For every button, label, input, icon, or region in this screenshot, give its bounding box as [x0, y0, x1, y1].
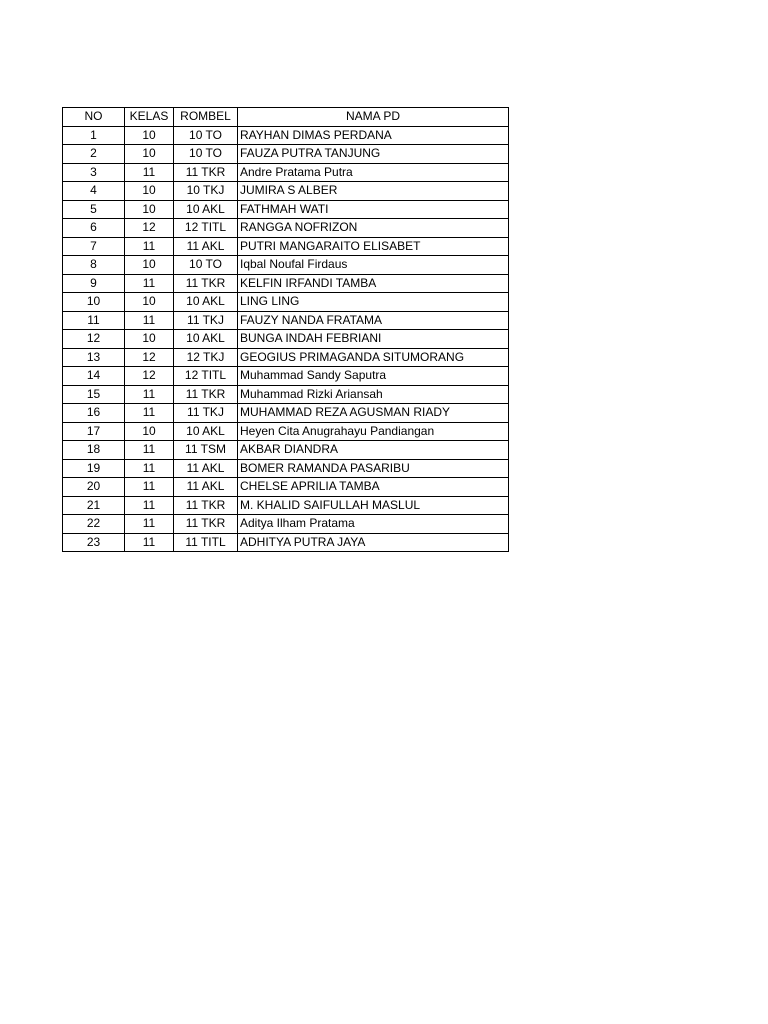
cell-nama: Muhammad Rizki Ariansah [238, 385, 509, 404]
cell-rombel: 11 AKL [174, 237, 238, 256]
header-nama: NAMA PD [238, 108, 509, 127]
table-row [63, 182, 509, 201]
cell-rombel: 10 TO [174, 145, 238, 164]
cell-no: 1 [63, 126, 125, 145]
cell-no: 5 [63, 200, 125, 219]
cell-no: 16 [63, 404, 125, 423]
cell-rombel: 11 TSM [174, 441, 238, 460]
table-row [63, 145, 509, 164]
table-row [63, 367, 509, 386]
table-row [63, 126, 509, 145]
cell-kelas: 11 [125, 404, 174, 423]
cell-kelas: 11 [125, 163, 174, 182]
cell-nama: RANGGA NOFRIZON [238, 219, 509, 238]
cell-no: 7 [63, 237, 125, 256]
student-table [62, 107, 509, 552]
cell-kelas: 11 [125, 237, 174, 256]
table-row [63, 200, 509, 219]
table-row [63, 293, 509, 312]
table-row [63, 219, 509, 238]
cell-no: 23 [63, 533, 125, 552]
cell-no: 8 [63, 256, 125, 275]
cell-nama: FAUZY NANDA FRATAMA [238, 311, 509, 330]
cell-rombel: 11 TKR [174, 385, 238, 404]
cell-rombel: 11 TKR [174, 496, 238, 515]
table-row [63, 496, 509, 515]
cell-nama: AKBAR DIANDRA [238, 441, 509, 460]
cell-no: 18 [63, 441, 125, 460]
cell-kelas: 10 [125, 182, 174, 201]
cell-no: 20 [63, 478, 125, 497]
cell-nama: BOMER RAMANDA PASARIBU [238, 459, 509, 478]
cell-kelas: 10 [125, 422, 174, 441]
cell-nama: PUTRI MANGARAITO ELISABET [238, 237, 509, 256]
header-kelas: KELAS [125, 108, 174, 127]
cell-nama: CHELSE APRILIA TAMBA [238, 478, 509, 497]
cell-kelas: 12 [125, 367, 174, 386]
cell-kelas: 11 [125, 459, 174, 478]
cell-no: 15 [63, 385, 125, 404]
header-no: NO [63, 108, 125, 127]
cell-kelas: 10 [125, 256, 174, 275]
table-row [63, 478, 509, 497]
cell-no: 11 [63, 311, 125, 330]
cell-kelas: 10 [125, 293, 174, 312]
table-row [63, 515, 509, 534]
cell-nama: M. KHALID SAIFULLAH MASLUL [238, 496, 509, 515]
cell-kelas: 10 [125, 330, 174, 349]
cell-kelas: 11 [125, 441, 174, 460]
cell-nama: LING LING [238, 293, 509, 312]
table-row [63, 385, 509, 404]
table-row [63, 459, 509, 478]
cell-nama: MUHAMMAD REZA AGUSMAN RIADY [238, 404, 509, 423]
cell-no: 10 [63, 293, 125, 312]
cell-nama: Muhammad Sandy Saputra [238, 367, 509, 386]
cell-kelas: 11 [125, 311, 174, 330]
cell-rombel: 10 AKL [174, 200, 238, 219]
cell-rombel: 12 TKJ [174, 348, 238, 367]
table-row [63, 348, 509, 367]
cell-no: 2 [63, 145, 125, 164]
cell-kelas: 11 [125, 385, 174, 404]
cell-nama: GEOGIUS PRIMAGANDA SITUMORANG [238, 348, 509, 367]
cell-rombel: 10 TO [174, 256, 238, 275]
cell-rombel: 11 TITL [174, 533, 238, 552]
table-row [63, 163, 509, 182]
cell-kelas: 12 [125, 348, 174, 367]
cell-no: 17 [63, 422, 125, 441]
cell-no: 9 [63, 274, 125, 293]
cell-no: 6 [63, 219, 125, 238]
cell-rombel: 11 TKJ [174, 311, 238, 330]
table-row [63, 256, 509, 275]
cell-no: 21 [63, 496, 125, 515]
cell-kelas: 11 [125, 515, 174, 534]
cell-rombel: 10 AKL [174, 293, 238, 312]
cell-rombel: 11 TKR [174, 274, 238, 293]
table-row [63, 422, 509, 441]
cell-no: 4 [63, 182, 125, 201]
table-header [63, 108, 509, 127]
cell-kelas: 10 [125, 145, 174, 164]
cell-rombel: 11 TKR [174, 163, 238, 182]
cell-kelas: 11 [125, 533, 174, 552]
cell-rombel: 11 TKR [174, 515, 238, 534]
cell-nama: JUMIRA S ALBER [238, 182, 509, 201]
cell-kelas: 11 [125, 496, 174, 515]
cell-nama: Aditya Ilham Pratama [238, 515, 509, 534]
table-row [63, 330, 509, 349]
cell-no: 14 [63, 367, 125, 386]
table-row [63, 311, 509, 330]
cell-rombel: 11 AKL [174, 478, 238, 497]
cell-nama: BUNGA INDAH FEBRIANI [238, 330, 509, 349]
cell-rombel: 12 TITL [174, 219, 238, 238]
cell-no: 12 [63, 330, 125, 349]
cell-nama: KELFIN IRFANDI TAMBA [238, 274, 509, 293]
cell-kelas: 11 [125, 274, 174, 293]
cell-no: 19 [63, 459, 125, 478]
cell-rombel: 11 AKL [174, 459, 238, 478]
table-row [63, 441, 509, 460]
cell-no: 13 [63, 348, 125, 367]
cell-kelas: 10 [125, 126, 174, 145]
cell-no: 3 [63, 163, 125, 182]
table-row [63, 237, 509, 256]
table-row [63, 404, 509, 423]
cell-no: 22 [63, 515, 125, 534]
table-row [63, 274, 509, 293]
cell-rombel: 10 TO [174, 126, 238, 145]
cell-nama: Iqbal Noufal Firdaus [238, 256, 509, 275]
cell-nama: Andre Pratama Putra [238, 163, 509, 182]
cell-rombel: 11 TKJ [174, 404, 238, 423]
table-body [63, 126, 509, 552]
cell-kelas: 12 [125, 219, 174, 238]
cell-rombel: 12 TITL [174, 367, 238, 386]
table-row [63, 533, 509, 552]
cell-kelas: 11 [125, 478, 174, 497]
cell-nama: FATHMAH WATI [238, 200, 509, 219]
cell-kelas: 10 [125, 200, 174, 219]
cell-rombel: 10 TKJ [174, 182, 238, 201]
cell-nama: Heyen Cita Anugrahayu Pandiangan [238, 422, 509, 441]
cell-nama: RAYHAN DIMAS PERDANA [238, 126, 509, 145]
cell-nama: ADHITYA PUTRA JAYA [238, 533, 509, 552]
header-row [63, 108, 509, 127]
cell-nama: FAUZA PUTRA TANJUNG [238, 145, 509, 164]
cell-rombel: 10 AKL [174, 330, 238, 349]
cell-rombel: 10 AKL [174, 422, 238, 441]
header-rombel: ROMBEL [174, 108, 238, 127]
